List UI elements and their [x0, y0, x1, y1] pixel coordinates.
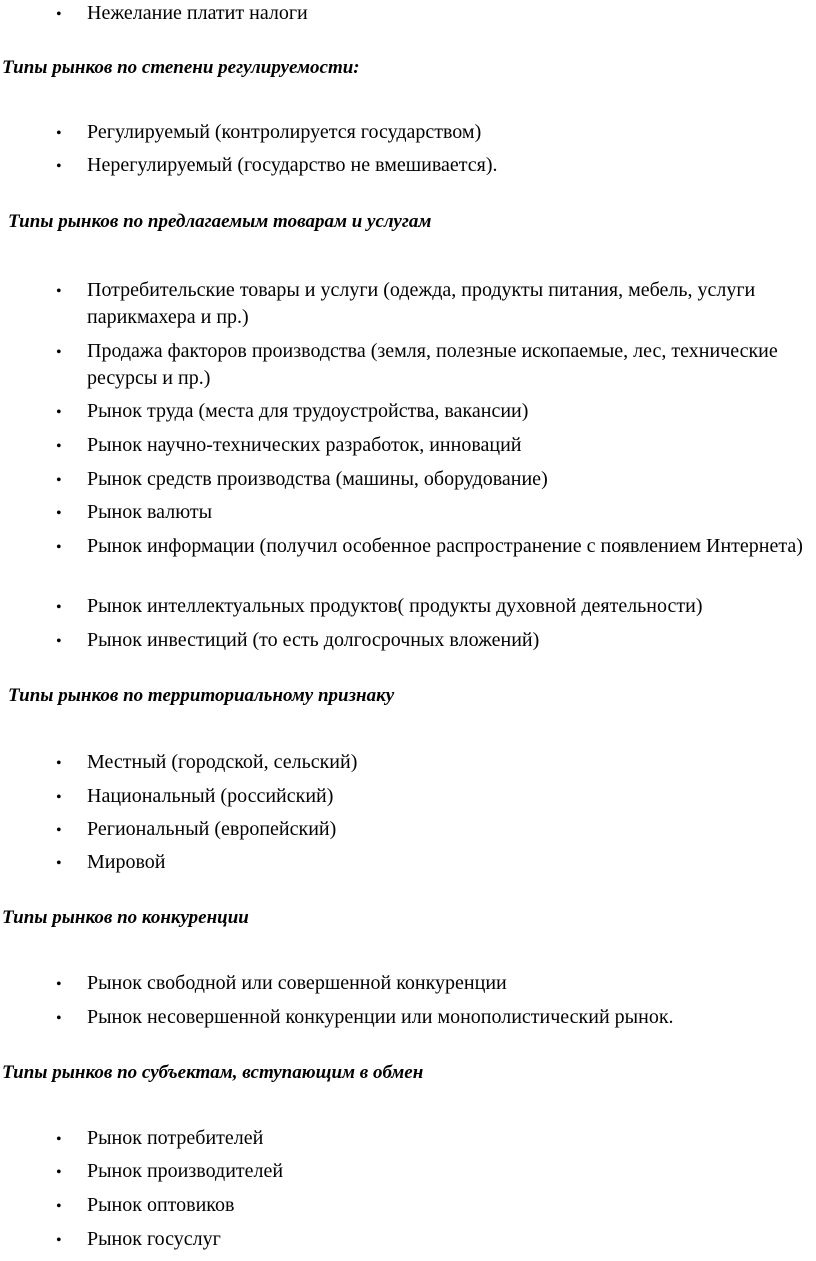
list-item-text: Рынок оптовиков [87, 1194, 235, 1216]
bullet-glyph: • [56, 599, 62, 616]
bullet-glyph: • [56, 505, 62, 522]
list-item-text: Рынок инвестиций (то есть долгосрочных вложений) [87, 629, 540, 651]
bullet-glyph: • [56, 633, 62, 650]
list-item-text: Мировой [87, 851, 166, 873]
list-item-text: Нежелание платит налоги [87, 2, 308, 24]
section-heading-regulation: Типы рынков по степени регулируемости: [2, 57, 360, 78]
section-heading-goods: Типы рынков по предлагаемым товарам и услугам [8, 211, 432, 232]
bullet-glyph: • [56, 6, 62, 23]
list-item-text: Рынок труда (места для трудоустройства, вакансии) [87, 400, 529, 422]
list-item-text: Продажа факторов производства (земля, полезные ископаемые, лес, технические ресурсы и пр.) [87, 340, 778, 389]
bullet-glyph: • [56, 158, 62, 175]
bullet-glyph: • [56, 1131, 62, 1148]
list-item-text: Рынок информации (получил особенное распространение с появлением Интернета) [87, 535, 803, 557]
list-item-text: Рынок валюты [87, 501, 213, 523]
bullet-glyph: • [56, 438, 62, 455]
list-item-text: Местный (городской, сельский) [87, 751, 358, 773]
section-heading-competition: Типы рынков по конкуренции [2, 907, 249, 928]
bullet-glyph: • [56, 1198, 62, 1215]
bullet-glyph: • [56, 1010, 62, 1027]
section-heading-territory: Типы рынков по территориальному признаку [8, 685, 395, 706]
list-item-text: Региональный (европейский) [87, 818, 337, 840]
bullet-glyph: • [56, 539, 62, 556]
list-item-text: Национальный (российский) [87, 785, 334, 807]
bullet-glyph: • [56, 472, 62, 489]
bullet-glyph: • [56, 855, 62, 872]
list-item-text: Рынок госуслуг [87, 1228, 221, 1250]
bullet-glyph: • [56, 976, 62, 993]
list-item-text: Рынок средств производства (машины, оборудование) [87, 468, 548, 490]
bullet-glyph: • [56, 283, 62, 300]
list-item-text: Регулируемый (контролируется государством) [87, 121, 482, 143]
list-item-text: Рынок несовершенной конкуренции или монополистический рынок. [87, 1006, 674, 1028]
section-heading-subjects: Типы рынков по субъектам, вступающим в обмен [2, 1062, 424, 1083]
bullet-glyph: • [56, 822, 62, 839]
bullet-glyph: • [56, 755, 62, 772]
list-item-text: Потребительские товары и услуги (одежда, продукты питания, мебель, услуги парикмахера и пр.) [87, 279, 756, 328]
list-item-text: Рынок научно-технических разработок, инноваций [87, 434, 522, 456]
bullet-glyph: • [56, 344, 62, 361]
list-item-text: Рынок интеллектуальных продуктов( продукты духовной деятельности) [87, 595, 703, 617]
list-item-text: Нерегулируемый (государство не вмешивается). [87, 154, 498, 176]
bullet-glyph: • [56, 404, 62, 421]
bullet-glyph: • [56, 1232, 62, 1249]
bullet-glyph: • [56, 125, 62, 142]
bullet-glyph: • [56, 1164, 62, 1181]
list-item-text: Рынок производителей [87, 1160, 284, 1182]
bullet-glyph: • [56, 789, 62, 806]
list-item-text: Рынок потребителей [87, 1127, 264, 1149]
list-item-text: Рынок свободной или совершенной конкуренции [87, 972, 507, 994]
